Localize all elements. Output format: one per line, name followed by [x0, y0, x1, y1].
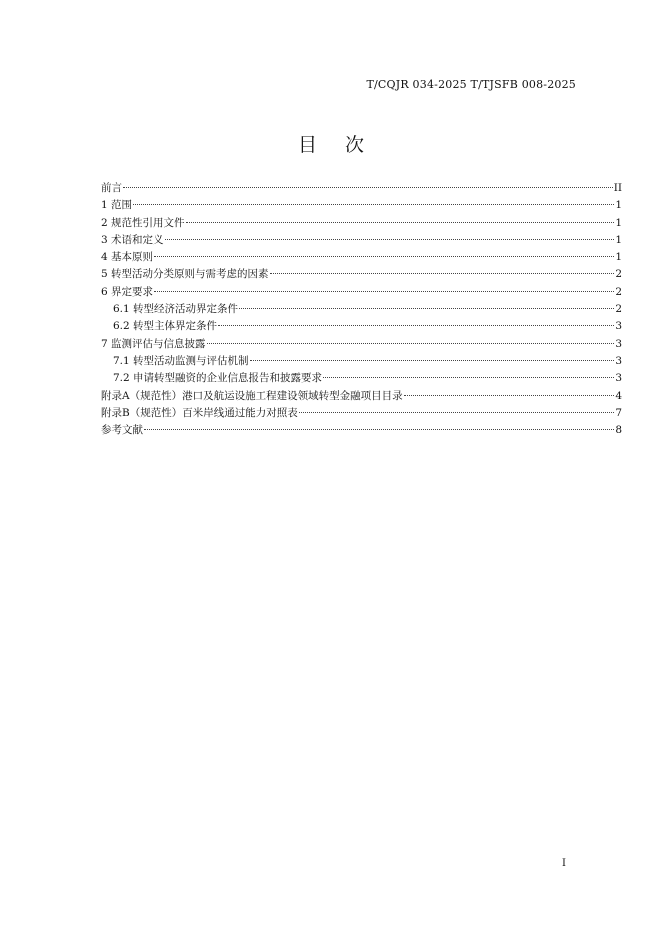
toc-entry-label: 4 基本原则 — [101, 251, 154, 264]
toc-entry-disclosure-requirements[interactable] — [101, 370, 622, 387]
toc-entry-label: 前言 — [101, 182, 122, 194]
toc-entry-entity-conditions[interactable] — [101, 318, 622, 335]
toc-page-number: 1 — [615, 199, 622, 212]
toc-entry-label: 3 术语和定义 — [101, 233, 164, 246]
toc-page-number: 2 — [615, 303, 622, 316]
toc-entry-label: 7.1 转型活动监测与评估机制 — [113, 354, 249, 367]
toc-entry-definition-requirements[interactable] — [101, 284, 622, 301]
toc-entry-label: 1 范围 — [101, 199, 133, 212]
toc-leader-dots — [218, 325, 614, 326]
toc-entry-label: 附录B（规范性）百米岸线通过能力对照表 — [101, 406, 298, 419]
toc-entry-classification-principles[interactable] — [101, 266, 622, 283]
toc-entry-monitoring-disclosure[interactable] — [101, 336, 622, 353]
toc-leader-dots — [154, 256, 614, 257]
toc-entry-label: 6.1 转型经济活动界定条件 — [113, 303, 239, 316]
toc-page-number: 2 — [615, 285, 622, 298]
table-of-contents — [101, 180, 622, 439]
toc-entry-label: 附录A（规范性）港口及航运设施工程建设领域转型金融项目目录 — [101, 389, 403, 402]
toc-leader-dots — [239, 308, 614, 309]
toc-entry-label: 7 监测评估与信息披露 — [101, 337, 206, 350]
toc-leader-dots — [154, 291, 614, 292]
toc-leader-dots — [186, 222, 615, 223]
toc-leader-dots — [123, 187, 613, 188]
toc-page-number: 1 — [615, 233, 622, 246]
toc-leader-dots — [250, 360, 615, 361]
toc-entry-appendix-a[interactable] — [101, 388, 622, 405]
toc-page-number: 7 — [615, 406, 622, 419]
toc-page-number: 1 — [615, 251, 622, 264]
toc-entry-label: 2 规范性引用文件 — [101, 216, 185, 229]
toc-entry-label: 6.2 转型主体界定条件 — [113, 320, 218, 333]
toc-page-number: 3 — [615, 337, 622, 350]
toc-page-number: 2 — [615, 268, 622, 281]
toc-page-number: 4 — [615, 389, 622, 402]
toc-leader-dots — [270, 273, 615, 274]
toc-leader-dots — [144, 429, 614, 430]
toc-leader-dots — [299, 412, 615, 413]
toc-leader-dots — [207, 343, 615, 344]
document-number: T/CQJR 034-2025 T/TJSFB 008-2025 — [366, 78, 576, 91]
toc-entry-label: 6 界定要求 — [101, 285, 154, 298]
toc-entry-basic-principles[interactable] — [101, 249, 622, 266]
toc-entry-bibliography[interactable] — [101, 422, 622, 439]
toc-leader-dots — [133, 204, 614, 205]
toc-entry-economic-activity-conditions[interactable] — [101, 301, 622, 318]
toc-leader-dots — [323, 377, 614, 378]
toc-entry-terms-definitions[interactable] — [101, 232, 622, 249]
toc-entry-label: 5 转型活动分类原则与需考虑的因素 — [101, 268, 269, 281]
toc-entry-appendix-b[interactable] — [101, 405, 622, 422]
toc-page-number: 3 — [615, 354, 622, 367]
toc-leader-dots — [404, 395, 615, 396]
toc-entry-label: 参考文献 — [101, 424, 143, 437]
toc-entry-label: 7.2 申请转型融资的企业信息报告和披露要求 — [113, 372, 323, 385]
page-number-footer: I — [562, 858, 566, 869]
toc-page-number: 3 — [615, 320, 622, 333]
page-title: 目次 — [297, 134, 392, 156]
toc-page-number: 8 — [615, 424, 622, 437]
toc-entry-monitoring-mechanism[interactable] — [101, 353, 622, 370]
toc-entry-foreword[interactable] — [101, 180, 622, 197]
toc-leader-dots — [165, 239, 615, 240]
toc-page-number: 3 — [615, 372, 622, 385]
toc-entry-scope[interactable] — [101, 197, 622, 214]
toc-page-number: 1 — [615, 216, 622, 229]
toc-entry-normative-references[interactable] — [101, 215, 622, 232]
toc-page-number: II — [613, 182, 622, 194]
